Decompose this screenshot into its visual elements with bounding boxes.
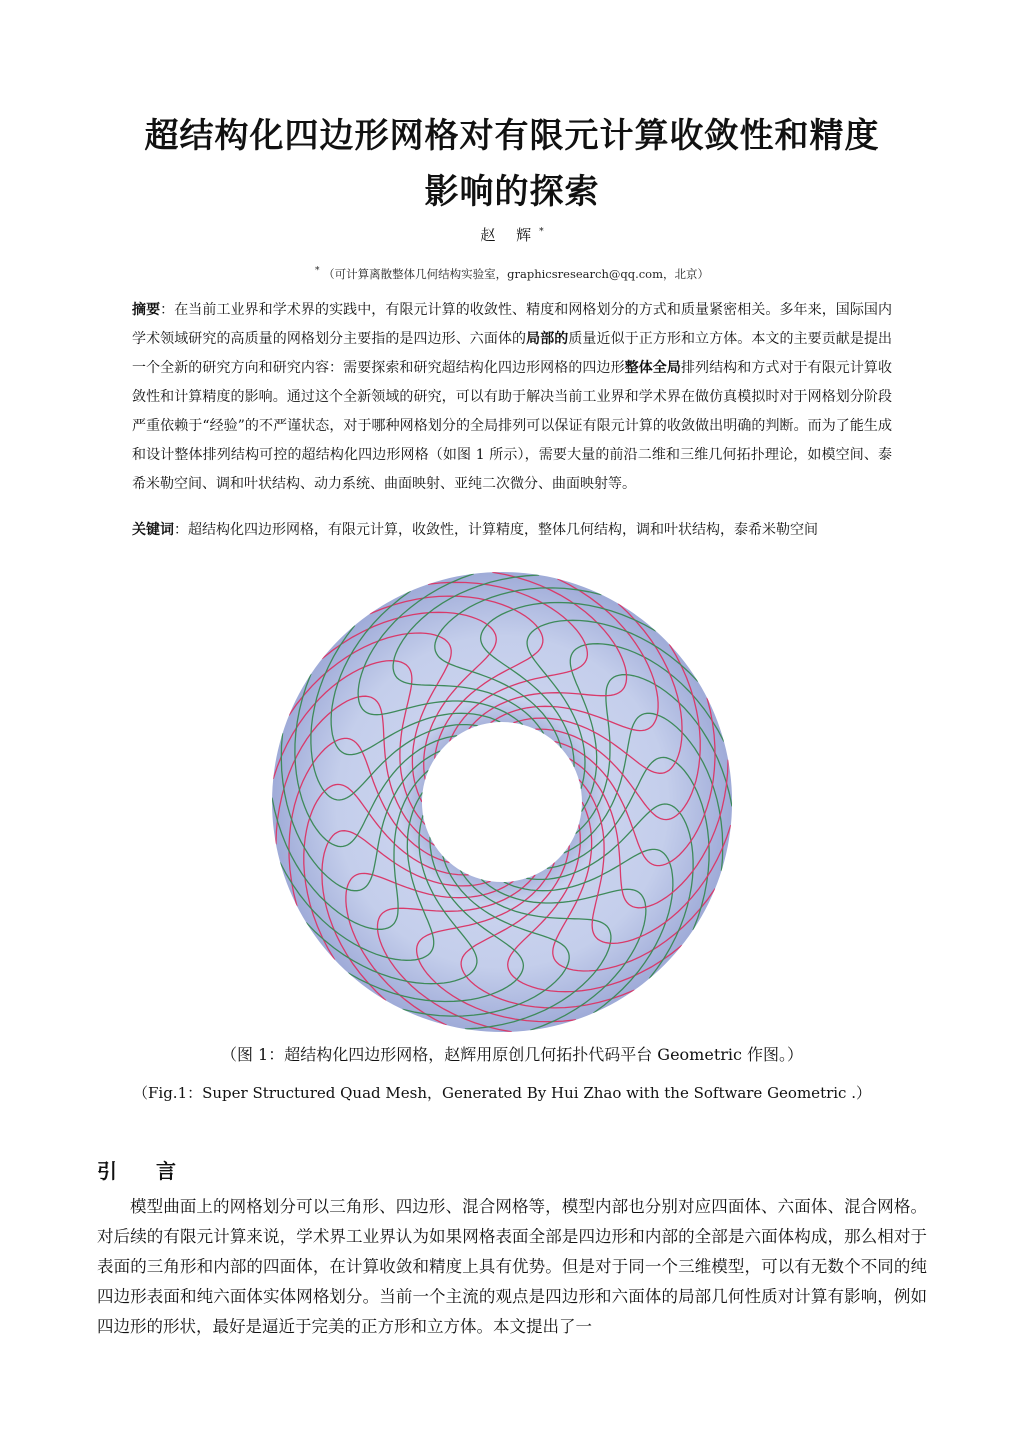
author-mark: * xyxy=(539,227,544,237)
keywords-text: 超结构化四边形网格，有限元计算，收敛性，计算精度，整体几何结构，调和叶状结构，泰希米勒空间 xyxy=(188,522,818,538)
author xyxy=(0,224,1024,245)
affiliation-mark: * xyxy=(314,266,320,277)
figure-caption-english: （Fig.1：Super Structured Quad Mesh，Generated By Hui Zhao with the Software Geometric .） xyxy=(133,1084,871,1102)
figure-caption-chinese: （图 1：超结构化四边形网格，赵辉用原创几何拓扑代码平台 Geometric 作图。） xyxy=(220,1045,804,1064)
keywords-sep: ： xyxy=(174,522,188,538)
affiliation xyxy=(0,266,1024,282)
introduction-paragraph: 模型曲面上的网格划分可以三角形、四边形、混合网格等，模型内部也分别对应四面体、六面体、混合网格。对后续的有限元计算来说，学术界工业界认为如果网格表面全部是四边形和内部的全部是六面体构成，那么相对于表面的三角形和内部的四面体，在计算收敛和精度上具有优势。但是对于同一个三维模型，可以有无数个不同的纯四边形表面和纯六面体实体网格划分。当前一个主流的观点是四边形和六面体的局部几何性质对计算有影响，例如四边形的形状，最好是逼近于完美的正方形和立方体。本文提出了一 xyxy=(97,1197,927,1336)
paper-title-line-2: 影响的探索 xyxy=(424,172,600,212)
abstract-sep: ： xyxy=(160,302,175,318)
introduction-body xyxy=(97,1192,927,1342)
abstract-emphasis-local: 局部的 xyxy=(526,331,569,347)
abstract-text-1: 在当前工业界和学术界的实践中，有限元计算的收敛性、精度和网格划分的方式和质量紧密相关。多年来，国际国内学术领域研究的高质量的网格划分主要指的是四边形、六面体的 xyxy=(132,302,893,347)
abstract-text-3: 排列结构和方式对于有限元计算收敛性和计算精度的影响。通过这个全新领域的研究，可以有助于解决当前工业界和学术界在做仿真模拟时对于网格划分阶段严重依赖于“经验”的不严谨状态，对于哪种网格划分的全局排列可以保证有限元计算的收敛做出明确的判断。而为了能生成和设计整体排列结构可控的超结构化四边形网格（如图 1 所示），需要大量的前沿二维和三维几何拓扑理论，如模空间、泰希米勒空间、调和叶状结构、动力系统、曲面映射、亚纯二次微分、曲面映射等。 xyxy=(132,360,893,492)
section-heading-introduction: 引 言 xyxy=(97,1159,192,1183)
affiliation-text: （可计算离散整体几何结构实验室，graphicsresearch@qq.com，北京） xyxy=(323,267,710,281)
author-name: 赵 辉 xyxy=(480,226,540,244)
torus-surface xyxy=(272,572,732,1032)
abstract xyxy=(132,296,892,499)
keywords-label: 关键词 xyxy=(132,522,174,538)
abstract-emphasis-global: 整体全局 xyxy=(624,360,681,376)
abstract-label: 摘要 xyxy=(132,302,161,318)
paper-title-line-1: 超结构化四边形网格对有限元计算收敛性和精度 xyxy=(144,116,880,156)
abstract-text-2: 质量近似于正方形和立方体。本文的主要贡献是提出一个全新的研究方向和研究内容：需要探索和研究超结构化四边形网格的四边形 xyxy=(132,331,893,376)
torus-quad-mesh-figure xyxy=(262,562,742,1042)
keywords xyxy=(132,518,912,542)
